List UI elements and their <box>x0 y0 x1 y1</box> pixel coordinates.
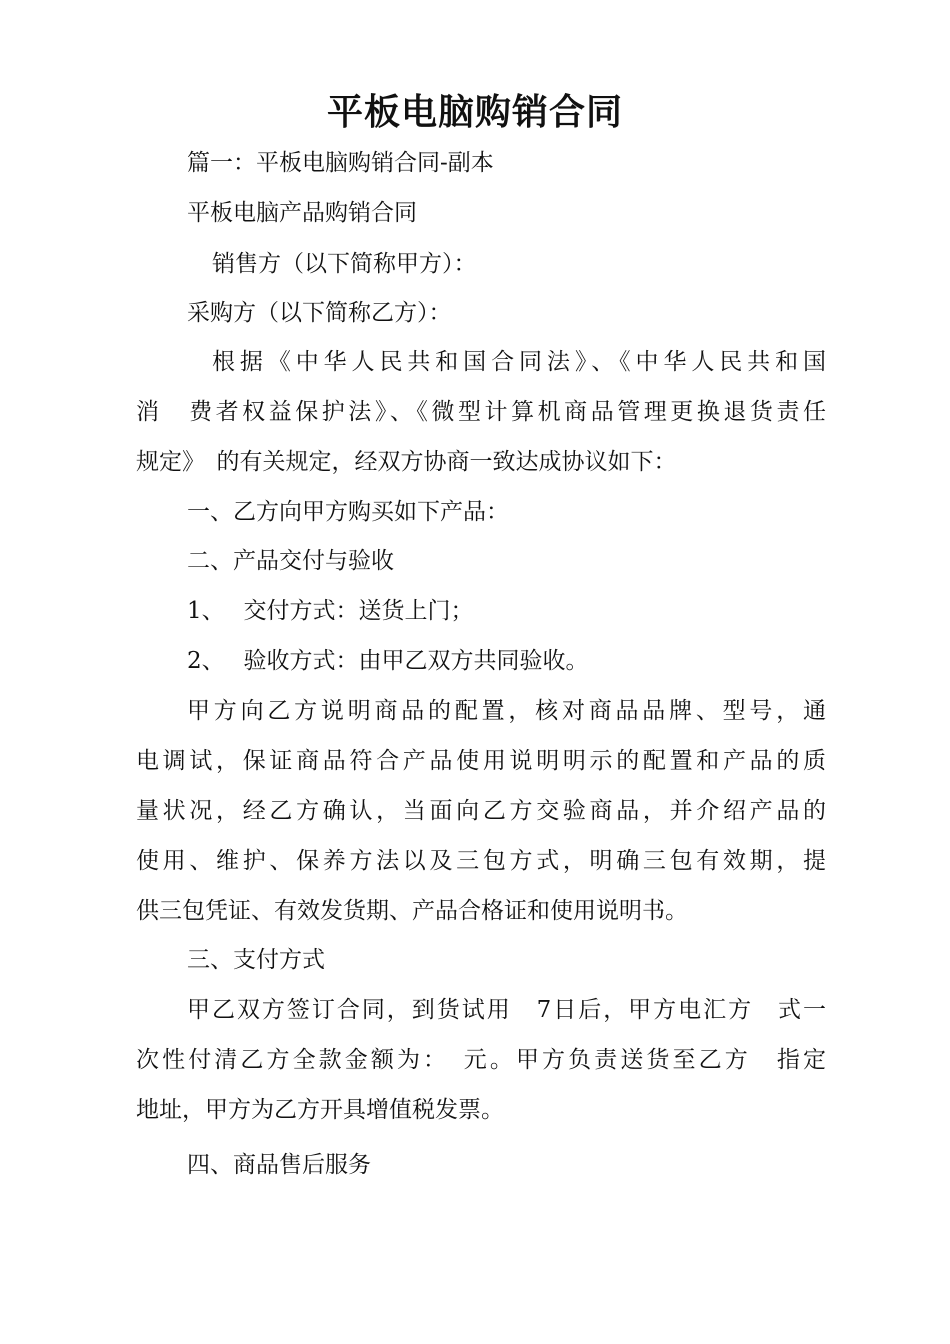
section-heading-part-one: 篇一：平板电脑购销合同-副本 <box>187 150 494 176</box>
contract-subtitle: 平板电脑产品购销合同 <box>187 200 417 226</box>
paragraph-payment-line-2: 次性付清乙方全款金额为： 元。甲方负责送货至乙方 指定 <box>136 1047 826 1073</box>
paragraph-config-line-4: 使用、维护、保养方法以及三包方式，明确三包有效期，提 <box>136 848 826 874</box>
seller-line: 销售方（以下简称甲方）： <box>212 251 477 277</box>
paragraph-config-line-1: 甲方向乙方说明商品的配置，核对商品品牌、型号，通 <box>187 698 826 724</box>
paragraph-basis-line-2: 消 费者权益保护法》、《微型计算机商品管理更换退货责任 <box>136 399 826 425</box>
buyer-line: 采购方（以下简称乙方）： <box>187 300 452 326</box>
paragraph-config-line-2: 电调试，保证商品符合产品使用说明明示的配置和产品的质 <box>136 748 826 774</box>
document-title: 平板电脑购销合同 <box>326 91 623 133</box>
acceptance-method-item: 2、 验收方式：由甲乙双方共同验收。 <box>187 648 589 674</box>
paragraph-basis-line-1: 根据《中华人民共和国合同法》、《中华人民共和国 <box>212 349 826 375</box>
paragraph-basis-line-3: 规定》 的有关规定，经双方协商一致达成协议如下： <box>136 449 677 475</box>
clause-two-heading: 二、产品交付与验收 <box>187 548 394 574</box>
paragraph-config-line-5: 供三包凭证、有效发货期、产品合格证和使用说明书。 <box>136 898 688 924</box>
paragraph-payment-line-1: 甲乙双方签订合同，到货试用 7日后，甲方电汇方 式一 <box>187 997 826 1023</box>
clause-one-heading: 一、乙方向甲方购买如下产品： <box>187 499 509 525</box>
paragraph-payment-line-3: 地址，甲方为乙方开具增值税发票。 <box>136 1097 504 1123</box>
delivery-method-item: 1、 交付方式：送货上门； <box>187 598 474 624</box>
paragraph-config-line-3: 量状况，经乙方确认，当面向乙方交验商品，并介绍产品的 <box>136 798 826 824</box>
clause-four-heading: 四、商品售后服务 <box>187 1152 371 1178</box>
clause-three-heading: 三、支付方式 <box>187 947 325 973</box>
